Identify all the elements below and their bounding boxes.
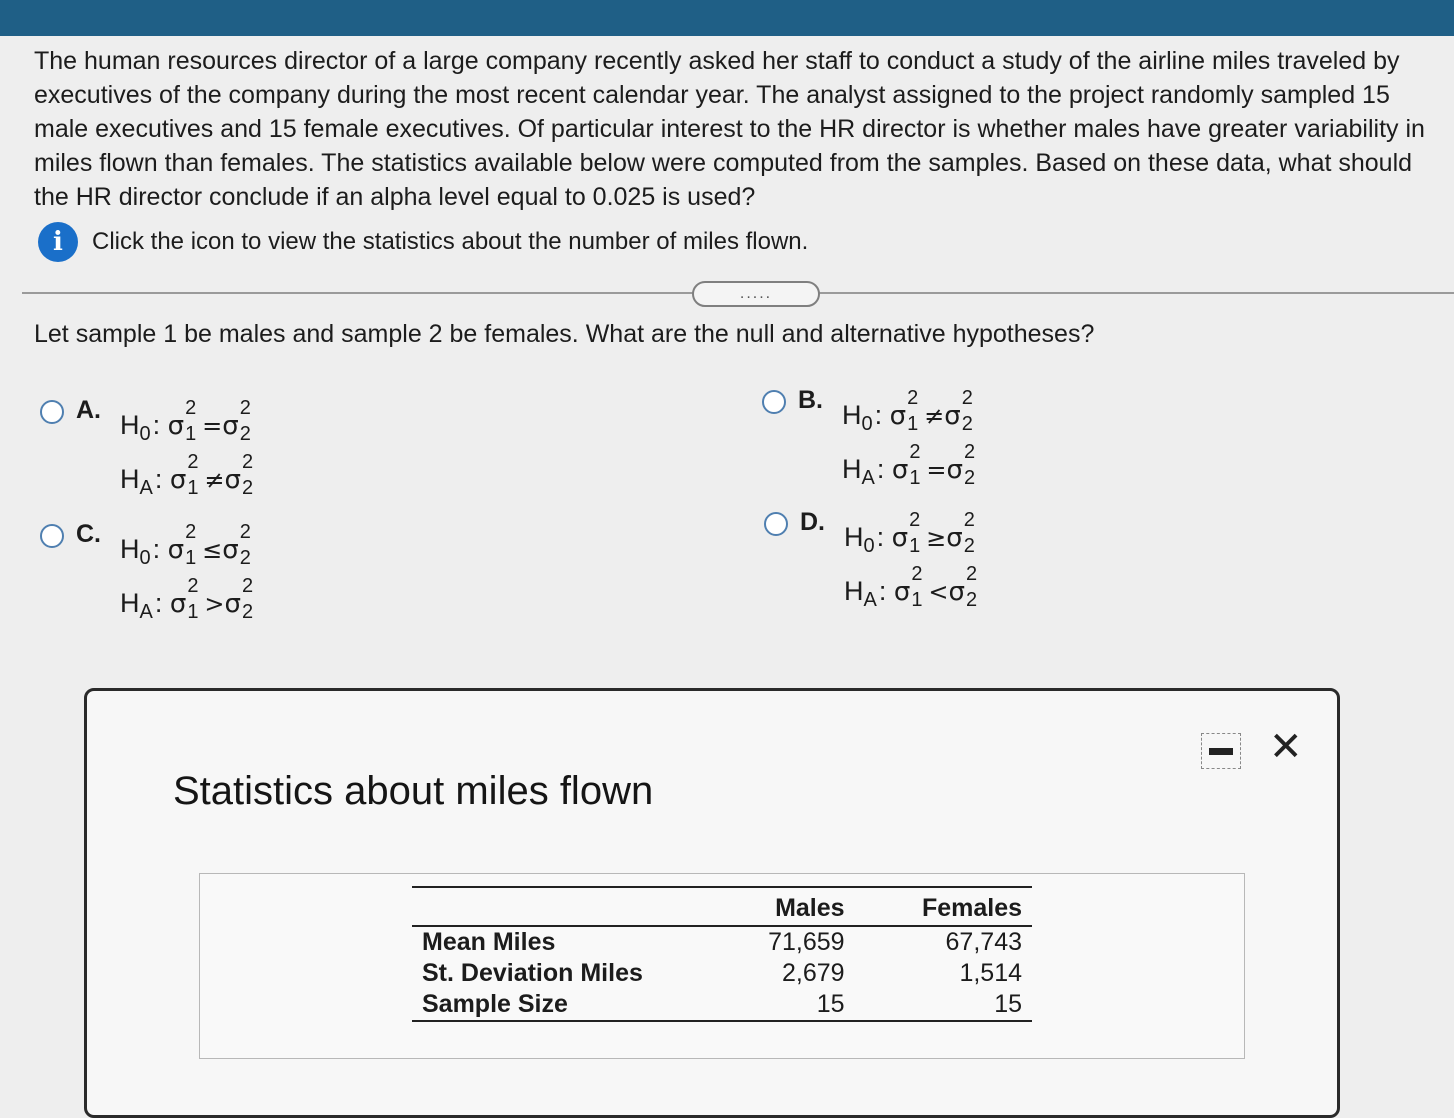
hypotheses xyxy=(120,396,259,504)
males-value: 71,659 xyxy=(768,928,845,956)
header-empty xyxy=(412,887,712,926)
sigma-symbol: σ xyxy=(946,523,963,553)
exponent: 2 xyxy=(187,450,199,473)
exponent-index xyxy=(906,386,920,435)
sigma-symbol: σ xyxy=(222,535,239,565)
statistics-popup xyxy=(84,688,1340,1118)
null-hypothesis xyxy=(842,386,981,440)
table-row xyxy=(412,926,1032,958)
females-value: 15 xyxy=(994,990,1022,1018)
exponent: 2 xyxy=(909,440,921,463)
question-paragraph: The human resources director of a large company recently asked her staff to conduct a study of the airline miles traveled by executives of the company during the most recent calendar year. The analyst assigned to the project randomly sampled 15 male executives and 15 female executives. Of particular interest to the HR director is whether males have greater variability in miles flown than females. The statistics available below were computed from the samples. Based on these data, what should the HR director conclude if an alpha level equal to 0.025 is used? xyxy=(34,47,1425,211)
option-d[interactable] xyxy=(764,508,983,616)
option-c[interactable] xyxy=(40,520,259,628)
colon: : xyxy=(152,534,161,564)
exponent: 2 xyxy=(907,386,919,409)
index: 2 xyxy=(239,546,251,569)
exponent-index xyxy=(241,574,255,623)
index: 1 xyxy=(907,412,919,435)
exponent: 2 xyxy=(963,440,976,463)
hypothesis-subscript: A xyxy=(139,601,153,623)
hypotheses xyxy=(842,386,981,494)
exponent: 2 xyxy=(911,562,923,585)
colon: : xyxy=(876,522,885,552)
prompt-text: Let sample 1 be males and sample 2 be females. What are the null and alternative hypotheses? xyxy=(34,320,1095,348)
females-value: 1,514 xyxy=(959,959,1022,987)
table-box xyxy=(199,873,1245,1059)
exponent: 2 xyxy=(909,508,921,531)
hypothesis-subscript: 0 xyxy=(139,423,151,445)
hypothesis-letter: H xyxy=(120,410,140,440)
index: 2 xyxy=(241,600,254,623)
relation-operator: ≥ xyxy=(926,524,947,552)
alternative-hypothesis xyxy=(842,440,981,494)
colon: : xyxy=(874,400,883,430)
index: 1 xyxy=(187,600,199,623)
hypothesis-letter: H xyxy=(120,588,140,618)
minimize-icon[interactable] xyxy=(1201,733,1241,769)
exponent-index xyxy=(910,562,924,611)
relation-operator: ≤ xyxy=(202,536,223,564)
hypotheses xyxy=(844,508,983,616)
radio-button[interactable] xyxy=(40,524,64,548)
index: 2 xyxy=(239,422,251,445)
relation-operator: < xyxy=(928,578,949,606)
option-b[interactable] xyxy=(762,386,981,494)
relation-operator: > xyxy=(204,590,225,618)
index: 1 xyxy=(909,534,921,557)
hypothesis-letter: H xyxy=(842,400,862,430)
sigma-symbol: σ xyxy=(893,577,911,607)
females-value: 67,743 xyxy=(945,928,1022,956)
sigma-symbol: σ xyxy=(167,411,185,441)
relation-operator: ≠ xyxy=(924,402,945,430)
exponent-index xyxy=(908,508,922,557)
exponent-index xyxy=(184,396,198,445)
exponent: 2 xyxy=(185,520,197,543)
hypothesis-letter: H xyxy=(844,522,864,552)
null-hypothesis xyxy=(120,520,259,574)
sigma-symbol: σ xyxy=(167,535,185,565)
index: 1 xyxy=(185,546,197,569)
relation-operator: = xyxy=(202,412,223,440)
index: 2 xyxy=(963,466,976,489)
header-females: Females xyxy=(921,894,1022,922)
index: 1 xyxy=(911,588,923,611)
index: 2 xyxy=(961,412,973,435)
exponent-index xyxy=(241,450,255,499)
exponent-index xyxy=(965,562,979,611)
colon: : xyxy=(878,576,887,606)
index: 2 xyxy=(963,534,975,557)
info-text: Click the icon to view the statistics about the number of miles flown. xyxy=(92,228,809,255)
exponent: 2 xyxy=(961,386,973,409)
radio-button[interactable] xyxy=(762,390,786,414)
hypothesis-subscript: 0 xyxy=(861,413,873,435)
sigma-symbol: σ xyxy=(889,401,907,431)
sigma-symbol: σ xyxy=(169,465,187,495)
null-hypothesis xyxy=(120,396,259,450)
expand-button[interactable]: ..... xyxy=(692,281,820,307)
hypothesis-subscript: 0 xyxy=(139,547,151,569)
relation-operator: ≠ xyxy=(204,466,225,494)
relation-operator: = xyxy=(926,456,947,484)
row-label: St. Deviation Miles xyxy=(422,959,643,987)
colon: : xyxy=(876,454,885,484)
radio-button[interactable] xyxy=(764,512,788,536)
sigma-symbol: σ xyxy=(944,401,961,431)
info-icon[interactable]: i xyxy=(38,222,78,262)
hypothesis-letter: H xyxy=(842,454,862,484)
sigma-symbol: σ xyxy=(224,465,241,495)
hypothesis-subscript: A xyxy=(863,589,877,611)
exponent: 2 xyxy=(239,520,251,543)
radio-button[interactable] xyxy=(40,400,64,424)
hypotheses xyxy=(120,520,259,628)
exponent-index xyxy=(963,508,977,557)
index: 1 xyxy=(185,422,197,445)
table-header-row xyxy=(412,887,1032,926)
males-value: 15 xyxy=(816,990,845,1018)
option-a[interactable] xyxy=(40,396,259,504)
exponent-index xyxy=(184,520,198,569)
hypothesis-letter: H xyxy=(120,464,140,494)
alternative-hypothesis xyxy=(844,562,983,616)
hypothesis-subscript: A xyxy=(139,477,153,499)
exponent: 2 xyxy=(963,508,975,531)
sigma-symbol: σ xyxy=(169,589,187,619)
row-label: Mean Miles xyxy=(422,928,556,956)
table-row xyxy=(412,958,1032,989)
exponent: 2 xyxy=(187,574,199,597)
option-letter: C. xyxy=(76,520,101,548)
top-bar xyxy=(0,0,1454,36)
option-letter: D. xyxy=(800,508,825,536)
sigma-symbol: σ xyxy=(222,411,239,441)
colon: : xyxy=(152,410,161,440)
exponent-index xyxy=(239,520,253,569)
sigma-symbol: σ xyxy=(948,577,965,607)
exponent: 2 xyxy=(965,562,978,585)
exponent: 2 xyxy=(185,396,197,419)
alternative-hypothesis xyxy=(120,450,259,504)
exponent: 2 xyxy=(241,450,254,473)
sigma-symbol: σ xyxy=(946,455,963,485)
popup-title: Statistics about miles flown xyxy=(173,769,654,813)
hypothesis-letter: H xyxy=(120,534,140,564)
index: 1 xyxy=(187,476,199,499)
index: 2 xyxy=(965,588,978,611)
sigma-symbol: σ xyxy=(891,523,909,553)
info-row xyxy=(38,222,808,262)
exponent-index xyxy=(186,574,200,623)
exponent-index xyxy=(239,396,253,445)
statistics-table xyxy=(412,886,1032,1022)
header-males: Males xyxy=(775,894,845,922)
hypothesis-subscript: A xyxy=(861,467,875,489)
exponent-index xyxy=(186,450,200,499)
option-letter: B. xyxy=(798,386,823,414)
table-row xyxy=(412,989,1032,1021)
question-text xyxy=(34,44,1434,214)
sigma-symbol: σ xyxy=(891,455,909,485)
exponent: 2 xyxy=(239,396,251,419)
option-letter: A. xyxy=(76,396,101,424)
colon: : xyxy=(154,588,163,618)
males-value: 2,679 xyxy=(782,959,845,987)
index: 1 xyxy=(909,466,921,489)
sigma-symbol: σ xyxy=(224,589,241,619)
exponent: 2 xyxy=(241,574,254,597)
row-label: Sample Size xyxy=(422,990,568,1018)
hypothesis-letter: H xyxy=(844,576,864,606)
colon: : xyxy=(154,464,163,494)
exponent-index xyxy=(961,386,975,435)
exponent-index xyxy=(908,440,922,489)
hypothesis-subscript: 0 xyxy=(863,535,875,557)
index: 2 xyxy=(241,476,254,499)
close-icon[interactable]: ✕ xyxy=(1269,725,1303,769)
null-hypothesis xyxy=(844,508,983,562)
alternative-hypothesis xyxy=(120,574,259,628)
exponent-index xyxy=(963,440,977,489)
